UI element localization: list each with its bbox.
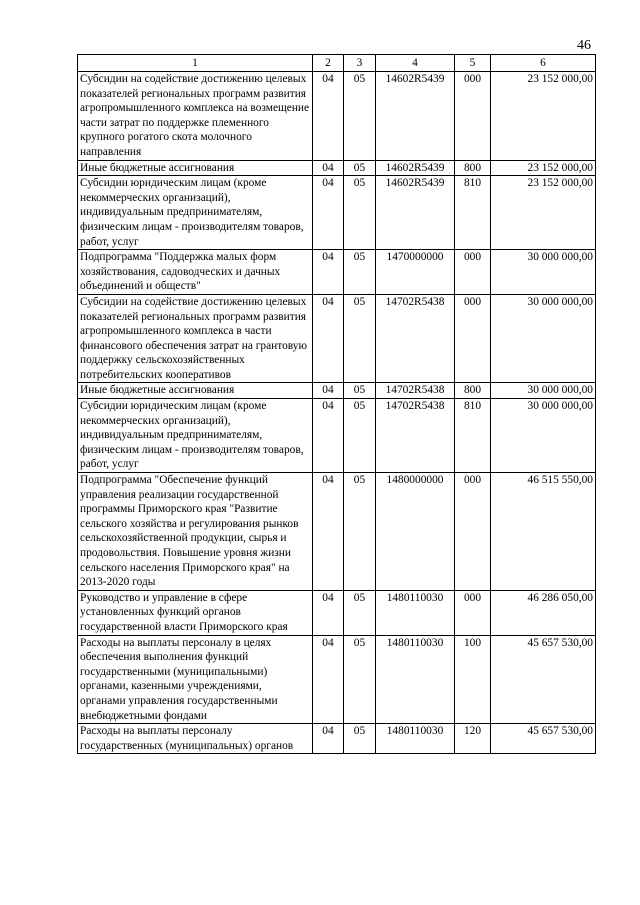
amount-cell: 30 000 000,00	[491, 294, 596, 383]
expense-type-cell: 800	[455, 383, 491, 399]
target-article-cell: 14602R5439	[376, 176, 455, 250]
section-code-cell: 04	[313, 590, 344, 635]
section-code-cell: 04	[313, 635, 344, 724]
table-row	[78, 473, 596, 591]
amount-cell: 45 657 530,00	[491, 635, 596, 724]
table-row	[78, 590, 596, 635]
row-name-cell: Руководство и управление в сфере установленных функций органов государственной власти Приморского края	[78, 590, 313, 635]
budget-table	[77, 54, 596, 754]
page-number: 46	[577, 38, 591, 53]
section-code-cell: 04	[313, 473, 344, 591]
target-article-cell: 1480110030	[376, 590, 455, 635]
target-article-cell: 14602R5439	[376, 72, 455, 161]
expense-type-cell: 100	[455, 635, 491, 724]
amount-cell: 30 000 000,00	[491, 383, 596, 399]
row-name-cell: Иные бюджетные ассигнования	[78, 383, 313, 399]
target-article-cell: 14602R5439	[376, 160, 455, 176]
subsection-code-cell: 05	[344, 590, 376, 635]
section-code-cell: 04	[313, 399, 344, 473]
row-name-cell: Субсидии на содействие достижению целевых показателей региональных программ развития агропромышленного комплекса в части финансового обеспечения затрат на грантовую поддержку сельскохозяйственных потребительских кооперативов	[78, 294, 313, 383]
subsection-code-cell: 05	[344, 250, 376, 295]
section-code-cell: 04	[313, 294, 344, 383]
row-name-cell: Расходы на выплаты персоналу в целях обеспечения выполнения функций государственными (муниципальными) органами, казенными учреждениями, органами управления государственными внебюджетными фондами	[78, 635, 313, 724]
table-row	[78, 160, 596, 176]
subsection-code-cell: 05	[344, 72, 376, 161]
subsection-code-cell: 05	[344, 635, 376, 724]
expense-type-cell: 120	[455, 724, 491, 754]
amount-cell: 23 152 000,00	[491, 176, 596, 250]
subsection-code-cell: 05	[344, 294, 376, 383]
subsection-code-cell: 05	[344, 399, 376, 473]
subsection-code-cell: 05	[344, 383, 376, 399]
target-article-cell: 14702R5438	[376, 294, 455, 383]
target-article-cell: 1480110030	[376, 724, 455, 754]
column-header: 2	[313, 55, 344, 72]
target-article-cell: 1470000000	[376, 250, 455, 295]
table-row	[78, 250, 596, 295]
row-name-cell: Субсидии юридическим лицам (кроме некоммерческих организаций), индивидуальным предпринимателям, физическим лицам - производителям товаров, работ, услуг	[78, 399, 313, 473]
expense-type-cell: 000	[455, 72, 491, 161]
column-header: 4	[376, 55, 455, 72]
amount-cell: 30 000 000,00	[491, 399, 596, 473]
subsection-code-cell: 05	[344, 473, 376, 591]
amount-cell: 45 657 530,00	[491, 724, 596, 754]
subsection-code-cell: 05	[344, 160, 376, 176]
subsection-code-cell: 05	[344, 724, 376, 754]
expense-type-cell: 000	[455, 590, 491, 635]
amount-cell: 23 152 000,00	[491, 72, 596, 161]
amount-cell: 30 000 000,00	[491, 250, 596, 295]
column-header: 5	[455, 55, 491, 72]
section-code-cell: 04	[313, 383, 344, 399]
row-name-cell: Подпрограмма "Поддержка малых форм хозяйствования, садоводческих и дачных объединений и обществ"	[78, 250, 313, 295]
table-row	[78, 294, 596, 383]
section-code-cell: 04	[313, 724, 344, 754]
amount-cell: 46 286 050,00	[491, 590, 596, 635]
expense-type-cell: 000	[455, 294, 491, 383]
table-row	[78, 383, 596, 399]
expense-type-cell: 810	[455, 176, 491, 250]
table-header-row	[78, 55, 596, 72]
amount-cell: 46 515 550,00	[491, 473, 596, 591]
table-row	[78, 72, 596, 161]
subsection-code-cell: 05	[344, 176, 376, 250]
row-name-cell: Расходы на выплаты персоналу государственных (муниципальных) органов	[78, 724, 313, 754]
expense-type-cell: 000	[455, 473, 491, 591]
column-header: 3	[344, 55, 376, 72]
column-header: 6	[491, 55, 596, 72]
expense-type-cell: 810	[455, 399, 491, 473]
target-article-cell: 1480000000	[376, 473, 455, 591]
row-name-cell: Субсидии на содействие достижению целевых показателей региональных программ развития агропромышленного комплекса на возмещение части затрат по поддержке племенного крупного рогатого скота молочного направления	[78, 72, 313, 161]
table-row	[78, 399, 596, 473]
target-article-cell: 14702R5438	[376, 399, 455, 473]
table-row	[78, 724, 596, 754]
row-name-cell: Подпрограмма "Обеспечение функций управления реализации государственной программы Приморского края "Развитие сельского хозяйства и регулирования рынков сельскохозяйственной продукции, сырья и продовольствия. Повышение уровня жизни сельского населения Приморского края" на 2013-2020 годы	[78, 473, 313, 591]
row-name-cell: Иные бюджетные ассигнования	[78, 160, 313, 176]
section-code-cell: 04	[313, 176, 344, 250]
column-header: 1	[78, 55, 313, 72]
section-code-cell: 04	[313, 72, 344, 161]
row-name-cell: Субсидии юридическим лицам (кроме некоммерческих организаций), индивидуальным предпринимателям, физическим лицам - производителям товаров, работ, услуг	[78, 176, 313, 250]
amount-cell: 23 152 000,00	[491, 160, 596, 176]
expense-type-cell: 000	[455, 250, 491, 295]
section-code-cell: 04	[313, 160, 344, 176]
table-row	[78, 176, 596, 250]
target-article-cell: 1480110030	[376, 635, 455, 724]
section-code-cell: 04	[313, 250, 344, 295]
expense-type-cell: 800	[455, 160, 491, 176]
table-row	[78, 635, 596, 724]
target-article-cell: 14702R5438	[376, 383, 455, 399]
